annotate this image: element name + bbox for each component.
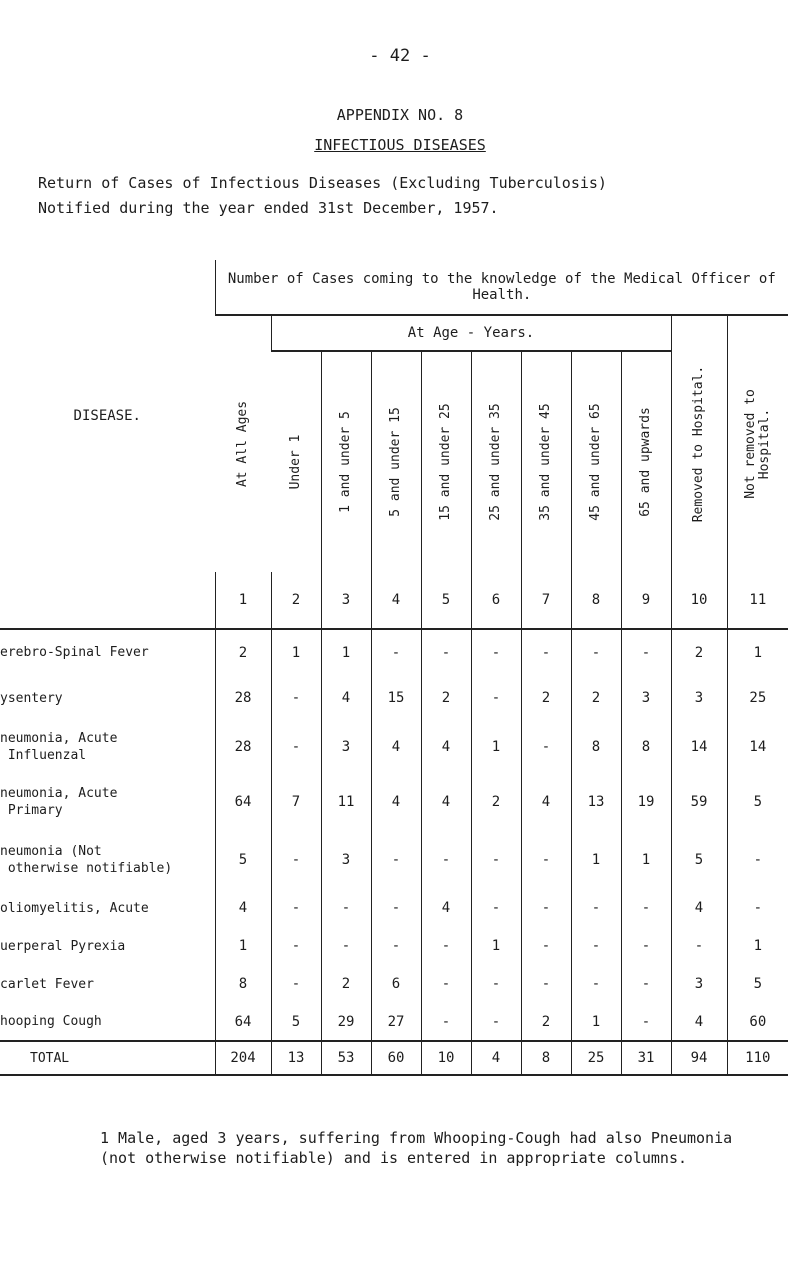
col-number: 11 <box>727 572 788 629</box>
cell-value: 4 <box>421 721 471 773</box>
col-label: Under 1 <box>287 434 303 490</box>
cell-value: 1 <box>621 831 671 889</box>
cell-value: - <box>271 965 321 1003</box>
col-number: 10 <box>671 572 727 629</box>
cell-value: 3 <box>321 831 371 889</box>
infectious-diseases-table <box>0 260 788 1076</box>
cell-value: - <box>621 927 671 965</box>
table-row <box>0 831 788 889</box>
appendix-label: APPENDIX NO. 8 <box>336 106 464 124</box>
col-label: 1 and under 5 <box>338 411 353 513</box>
col-label: 15 and under 25 <box>438 403 453 521</box>
cell-value: 5 <box>271 1003 321 1041</box>
cell-value: 14 <box>727 721 788 773</box>
disease-name: neumonia, Acute Primary <box>0 786 118 818</box>
col-header-5 <box>421 351 471 572</box>
col-label: 35 and under 45 <box>538 403 553 521</box>
cell-value: 19 <box>621 773 671 831</box>
total-value: 94 <box>671 1041 727 1075</box>
col-number: 8 <box>571 572 621 629</box>
total-label: TOTAL <box>0 1041 215 1075</box>
cell-value: - <box>271 889 321 927</box>
cell-value: 13 <box>571 773 621 831</box>
cell-value: 25 <box>727 675 788 721</box>
cell-value: - <box>471 1003 521 1041</box>
cell-value: 4 <box>421 889 471 927</box>
cell-value: 2 <box>521 675 571 721</box>
cell-value: 4 <box>371 773 421 831</box>
description <box>38 171 607 221</box>
description-line-2: Notified during the year ended 31st December, 1957. <box>38 199 499 217</box>
col-label: 25 and under 35 <box>488 403 503 521</box>
total-value: 4 <box>471 1041 521 1075</box>
col-header-6 <box>471 351 521 572</box>
cell-value: - <box>621 1003 671 1041</box>
cell-value: - <box>271 831 321 889</box>
page-number: - 42 - <box>369 46 431 66</box>
total-value: 31 <box>621 1041 671 1075</box>
cell-value: - <box>521 965 571 1003</box>
cell-value: 1 <box>727 927 788 965</box>
cell-value: - <box>727 831 788 889</box>
disease-name: uerperal Pyrexia <box>0 938 126 954</box>
cell-value: - <box>371 927 421 965</box>
cell-value: - <box>521 831 571 889</box>
disease-name: oliomyelitis, Acute <box>0 900 149 916</box>
cell-value: 5 <box>727 773 788 831</box>
blank-cell <box>0 572 215 629</box>
cell-value: - <box>571 965 621 1003</box>
cell-value: 2 <box>215 629 271 675</box>
cell-value: 1 <box>271 629 321 675</box>
cell-value: - <box>521 721 571 773</box>
col-number: 7 <box>521 572 571 629</box>
cell-value: - <box>571 927 621 965</box>
col-header-1 <box>215 315 271 572</box>
table-row <box>0 889 788 927</box>
total-value: 204 <box>215 1041 271 1075</box>
cell-value: 2 <box>471 773 521 831</box>
cell-value: 14 <box>671 721 727 773</box>
col-number: 9 <box>621 572 671 629</box>
cell-value: 59 <box>671 773 727 831</box>
cell-value: 28 <box>215 675 271 721</box>
cell-value: 8 <box>215 965 271 1003</box>
disease-name: neumonia, Acute Influenzal <box>0 731 118 763</box>
col-label: Removed to Hospital. <box>691 365 706 523</box>
cell-value: 8 <box>621 721 671 773</box>
footnote <box>100 1128 732 1168</box>
col-header-2 <box>271 351 321 572</box>
col-header-7 <box>521 351 571 572</box>
total-value: 53 <box>321 1041 371 1075</box>
cell-value: 1 <box>215 927 271 965</box>
cell-value: - <box>521 927 571 965</box>
page-heading <box>0 136 800 154</box>
col-label: At All Ages <box>234 400 250 488</box>
cell-value: - <box>371 831 421 889</box>
cell-value: 28 <box>215 721 271 773</box>
cell-value: 11 <box>321 773 371 831</box>
cell-value: - <box>727 889 788 927</box>
cell-value: - <box>421 831 471 889</box>
cell-value: - <box>271 721 321 773</box>
cell-value: 2 <box>321 965 371 1003</box>
table-row <box>0 773 788 831</box>
cell-value: 3 <box>671 965 727 1003</box>
footnote-line-2: (not otherwise notifiable) and is entered in appropriate columns. <box>100 1149 687 1167</box>
group-header: Number of Cases coming to the knowledge of the Medical Officer of Health. <box>215 260 788 315</box>
cell-value: 1 <box>727 629 788 675</box>
total-value: 10 <box>421 1041 471 1075</box>
total-value: 25 <box>571 1041 621 1075</box>
col-number: 5 <box>421 572 471 629</box>
total-value: 60 <box>371 1041 421 1075</box>
cell-value: 64 <box>215 773 271 831</box>
cell-value: 27 <box>371 1003 421 1041</box>
cell-value: 5 <box>215 831 271 889</box>
col-header-8 <box>571 351 621 572</box>
total-value: 8 <box>521 1041 571 1075</box>
cell-value: 4 <box>371 721 421 773</box>
cell-value: - <box>471 965 521 1003</box>
cell-value: - <box>421 629 471 675</box>
cell-value: 3 <box>621 675 671 721</box>
cell-value: 8 <box>571 721 621 773</box>
cell-value: - <box>671 927 727 965</box>
cell-value: - <box>421 965 471 1003</box>
cell-value: - <box>371 629 421 675</box>
total-row <box>0 1041 788 1075</box>
cell-value: - <box>471 675 521 721</box>
cell-value: 4 <box>215 889 271 927</box>
table-row <box>0 721 788 773</box>
cell-value: - <box>621 965 671 1003</box>
cell-value: 7 <box>271 773 321 831</box>
cell-value: 1 <box>321 629 371 675</box>
cell-value: - <box>521 889 571 927</box>
col-number: 3 <box>321 572 371 629</box>
cell-value: 29 <box>321 1003 371 1041</box>
cell-value: 4 <box>671 889 727 927</box>
cell-value: 4 <box>521 773 571 831</box>
cell-value: - <box>471 629 521 675</box>
cell-value: - <box>571 629 621 675</box>
cell-value: 5 <box>671 831 727 889</box>
cell-value: - <box>421 927 471 965</box>
cell-value: 4 <box>671 1003 727 1041</box>
footnote-line-1: 1 Male, aged 3 years, suffering from Whooping-Cough had also Pneumonia <box>100 1129 733 1147</box>
cell-value: - <box>421 1003 471 1041</box>
cell-value: 1 <box>471 721 521 773</box>
col-label: 5 and under 15 <box>388 407 403 517</box>
cell-value: 4 <box>421 773 471 831</box>
col-label: 65 and upwards <box>638 407 653 517</box>
cell-value: 1 <box>571 1003 621 1041</box>
col-number: 6 <box>471 572 521 629</box>
cell-value: 60 <box>727 1003 788 1041</box>
cell-value: - <box>321 889 371 927</box>
disease-name: carlet Fever <box>0 976 94 992</box>
cell-value: 2 <box>671 629 727 675</box>
cell-value: - <box>521 629 571 675</box>
cell-value: 3 <box>321 721 371 773</box>
cell-value: - <box>271 927 321 965</box>
cell-value: 15 <box>371 675 421 721</box>
age-header: At Age - Years. <box>271 315 671 351</box>
disease-header: DISEASE. <box>73 408 141 424</box>
column-numbers-row <box>0 572 788 629</box>
table-row <box>0 965 788 1003</box>
col-header-10 <box>671 315 727 572</box>
col-label: 45 and under 65 <box>588 403 603 521</box>
cell-value: - <box>571 889 621 927</box>
disease-name: ysentery <box>0 690 63 706</box>
cell-value: - <box>271 675 321 721</box>
col-label: Not removed to Hospital. <box>742 389 772 499</box>
cell-value: 1 <box>471 927 521 965</box>
cell-value: - <box>621 889 671 927</box>
disease-name: erebro-Spinal Fever <box>0 645 149 660</box>
cell-value: - <box>321 927 371 965</box>
cell-value: 5 <box>727 965 788 1003</box>
cell-value: 6 <box>371 965 421 1003</box>
heading-text: INFECTIOUS DISEASES <box>314 136 486 154</box>
col-header-11 <box>727 315 788 572</box>
col-header-4 <box>371 351 421 572</box>
cell-value: - <box>621 629 671 675</box>
cell-value: 2 <box>571 675 621 721</box>
cell-value: - <box>371 889 421 927</box>
table-row <box>0 629 788 675</box>
disease-name: hooping Cough <box>0 1014 102 1029</box>
cell-value: - <box>471 889 521 927</box>
table-row <box>0 1003 788 1041</box>
cell-value: 2 <box>421 675 471 721</box>
col-number: 2 <box>271 572 321 629</box>
disease-name: neumonia (Not otherwise notifiable) <box>0 844 173 876</box>
cell-value: 1 <box>571 831 621 889</box>
col-header-3 <box>321 351 371 572</box>
col-header-9 <box>621 351 671 572</box>
table-body <box>0 572 788 1075</box>
col-number: 4 <box>371 572 421 629</box>
total-value: 13 <box>271 1041 321 1075</box>
cell-value: 3 <box>671 675 727 721</box>
total-value: 110 <box>727 1041 788 1075</box>
cell-value: 2 <box>521 1003 571 1041</box>
table-row <box>0 927 788 965</box>
col-number: 1 <box>215 572 271 629</box>
cell-value: 64 <box>215 1003 271 1041</box>
cell-value: - <box>471 831 521 889</box>
table-row <box>0 675 788 721</box>
cell-value: 4 <box>321 675 371 721</box>
description-line-1: Return of Cases of Infectious Diseases (Excluding Tuberculosis) <box>38 174 607 192</box>
